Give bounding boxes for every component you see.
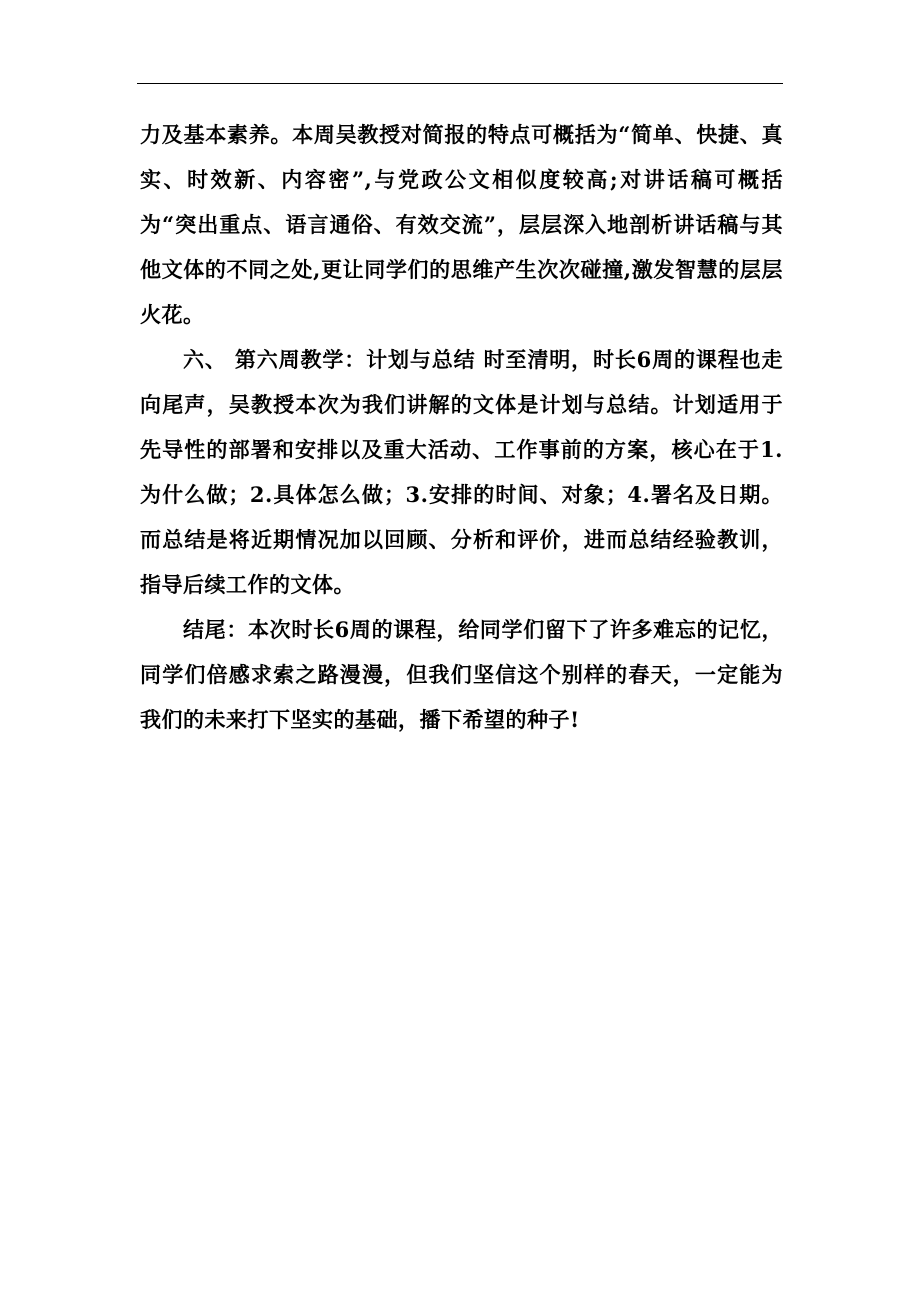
document-body <box>140 112 783 742</box>
header-rule <box>137 83 783 84</box>
paragraph-week-six: 六、 第六周教学：计划与总结 时至清明，时长6周的课程也走向尾声，吴教授本次为我们讲解的文体是计划与总结。计划适用于先导性的部署和安排以及重大活动、工作事前的方案，核心在于1.为什么做；2.具体怎么做；3.安排的时间、对象；4.署名及日期。而总结是将近期情况加以回顾、分析和评价，进而总结经验教训，指导后续工作的文体。 <box>140 347 783 597</box>
paragraph-continuation: 力及基本素养。本周吴教授对简报的特点可概括为“简单、快捷、真实、时效新、内容密”,与党政公文相似度较高;对讲话稿可概括为“突出重点、语言通俗、有效交流”，层层深入地剖析讲话稿与其他文体的不同之处,更让同学们的思维产生次次碰撞,激发智慧的层层火花。 <box>140 122 783 327</box>
paragraph-conclusion: 结尾：本次时长6周的课程，给同学们留下了许多难忘的记忆，同学们倍感求索之路漫漫，但我们坚信这个别样的春天，一定能为我们的未来打下坚实的基础，播下希望的种子! <box>140 617 783 732</box>
